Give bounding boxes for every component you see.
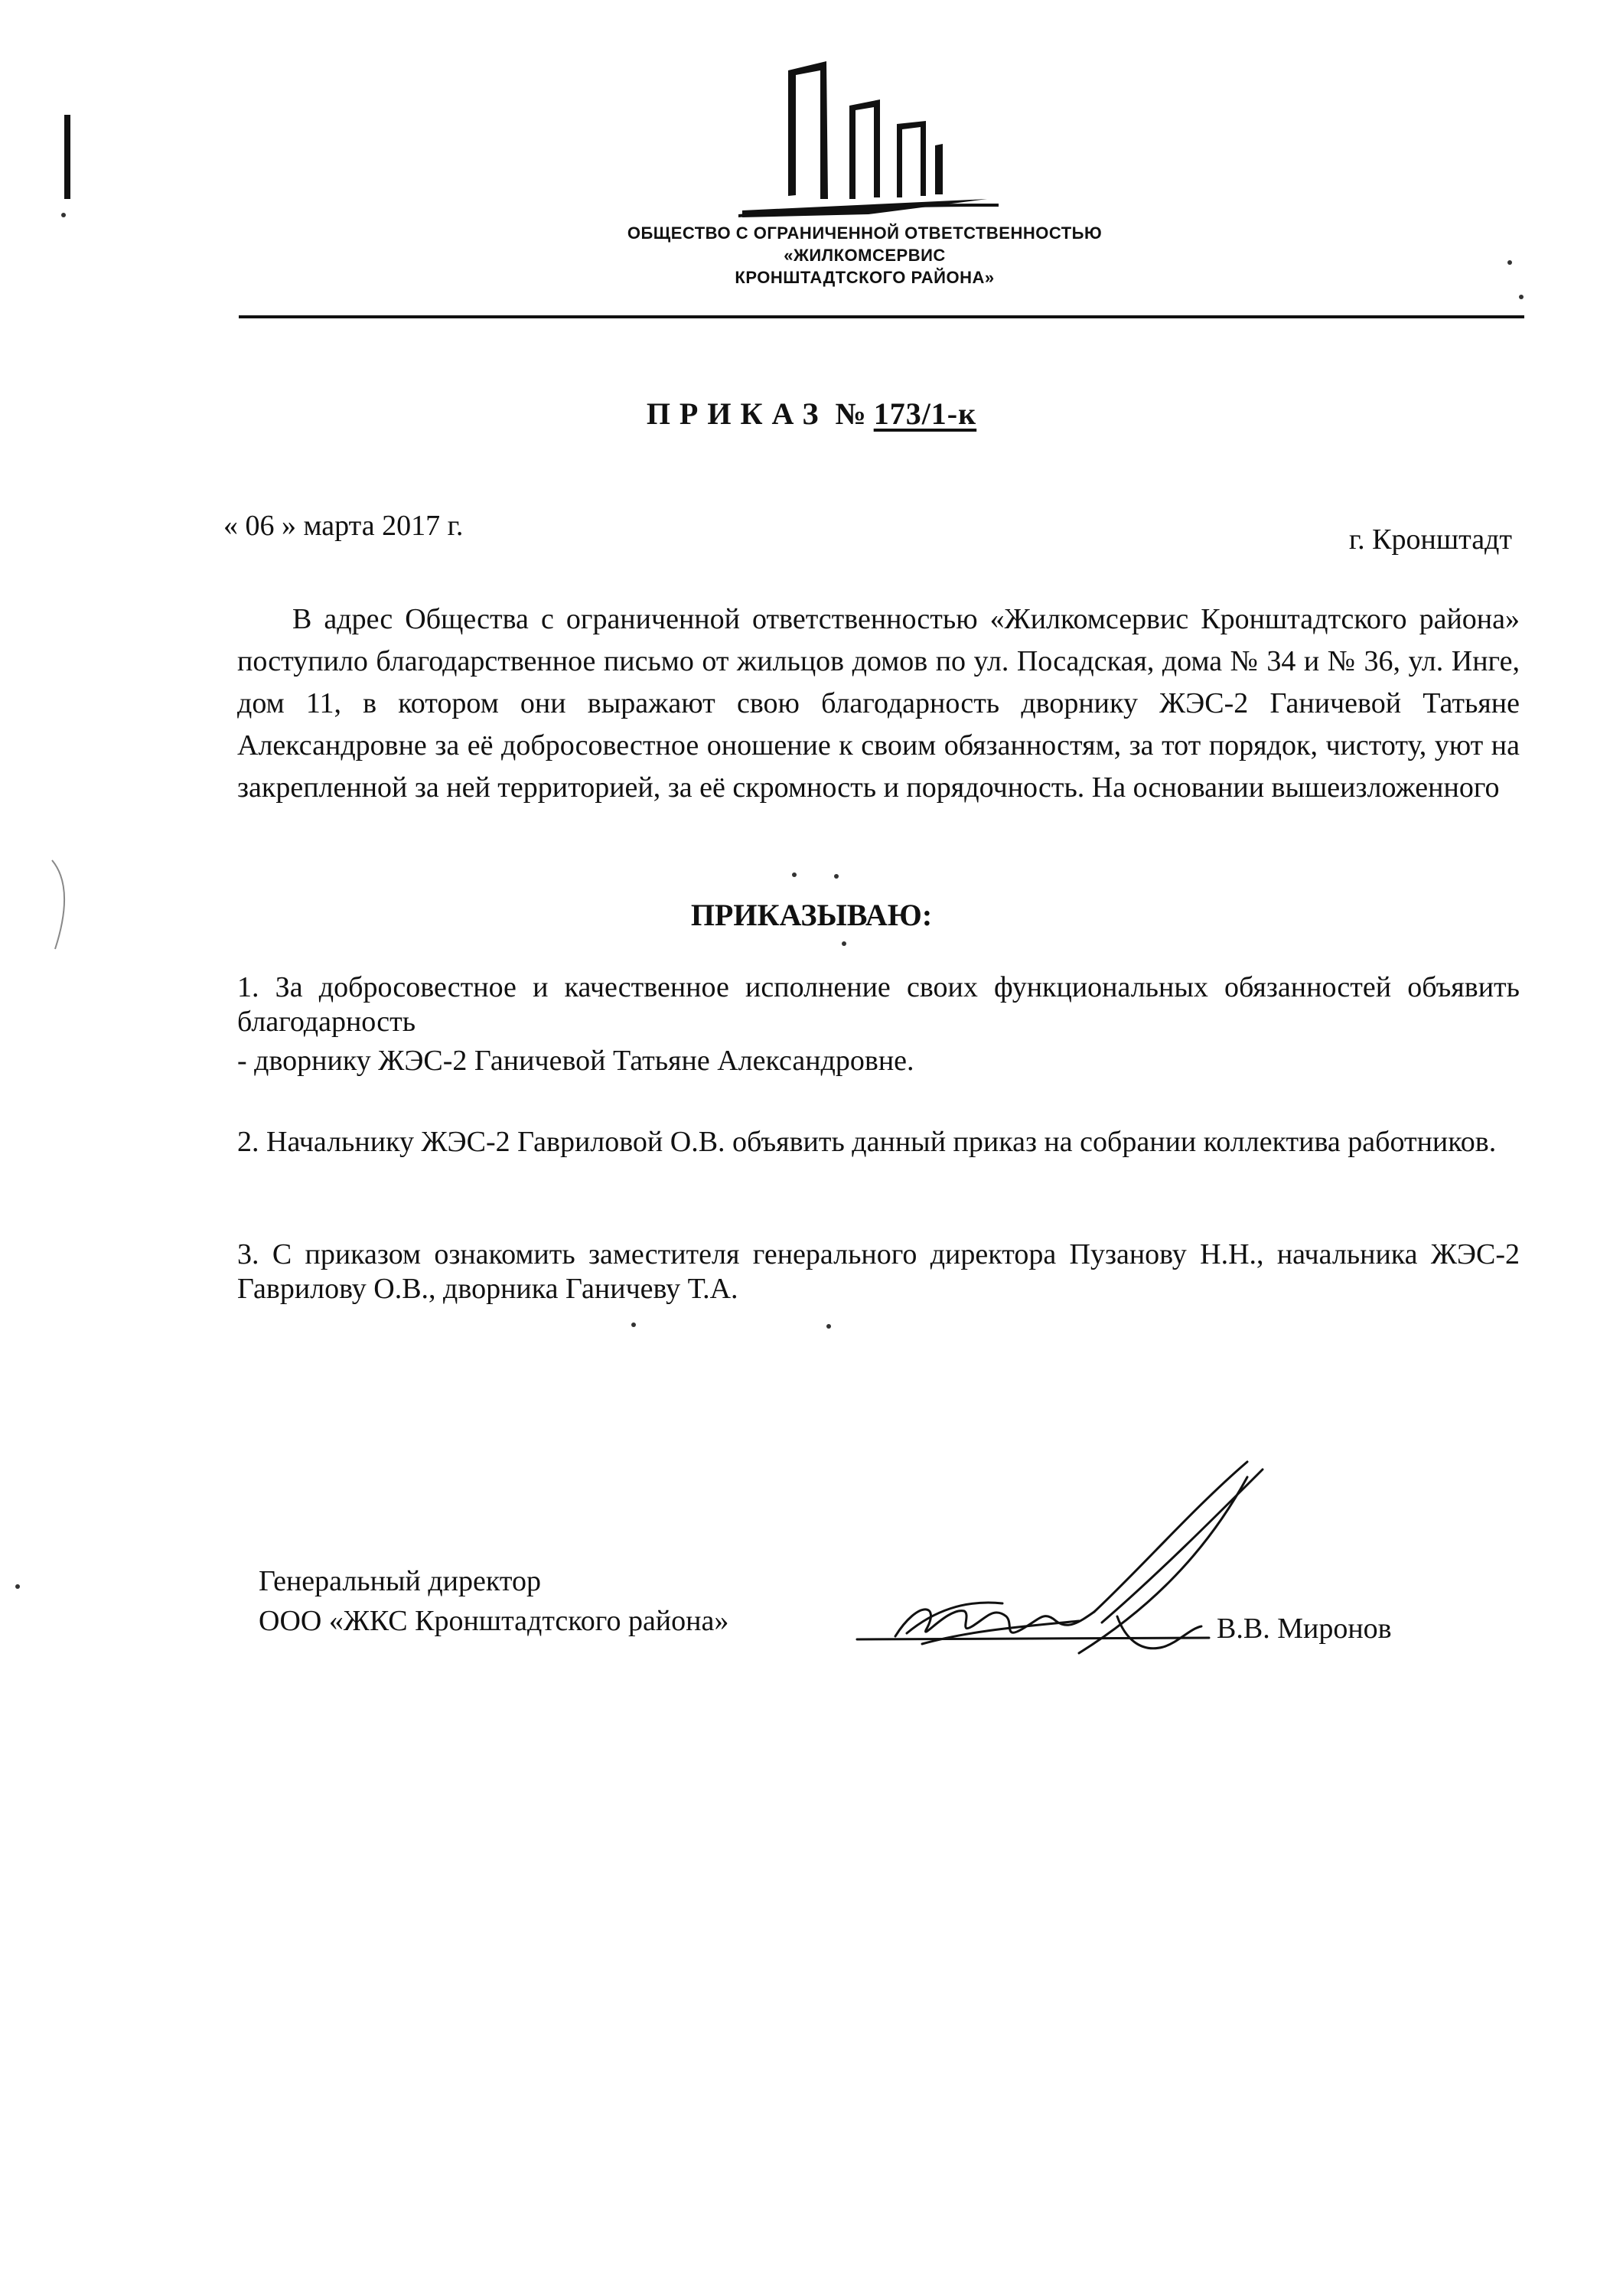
order-title-word: ПРИКАЗ — [646, 396, 828, 431]
letterhead-divider — [239, 315, 1524, 318]
directive-item-3: 3. С приказом ознакомить заместителя генерального директора Пузанову Н.Н., начальника ЖЭС-2 Гаврилову О.В., дворника Ганичеву Т.А. — [237, 1238, 1520, 1305]
directive-item-1-recipient: - дворнику ЖЭС-2 Ганичевой Татьяне Александровне. — [237, 1045, 914, 1077]
scan-dot — [1519, 295, 1524, 299]
handwritten-signature-icon — [849, 1446, 1309, 1691]
signatory-position-line: Генеральный директор — [259, 1565, 541, 1597]
body-paragraph: В адрес Общества с ограниченной ответственностью «Жилкомсервис Кронштадтского района» поступило благодарственное письмо от жильцов домов по ул. Посадская, дома № 34 и № 36, ул. Инге, дом 11, в котором они выражают свою благодарность дворнику ЖЭС-2 Ганичевой Татьяне Александровне за её добросовестное оношение к своим обязанностям, за тот порядок, чистоту, уют на закрепленной за ней территорией, за её скромность и порядочность. На основании вышеизложенного — [237, 603, 1520, 804]
signatory-position — [259, 1561, 728, 1641]
scan-dot — [1507, 260, 1512, 265]
directive-item-2: 2. Начальнику ЖЭС-2 Гавриловой О.В. объявить данный приказ на собрании коллектива работников. — [237, 1126, 1497, 1158]
signatory-name: В.В. Миронов — [1217, 1613, 1392, 1645]
signatory-position-line: ООО «ЖКС Кронштадтского района» — [259, 1605, 729, 1637]
scan-dot — [826, 1324, 831, 1329]
scan-dot — [792, 872, 797, 877]
city-buildings-logo-icon — [735, 54, 1010, 222]
number-sign: № — [835, 396, 866, 431]
org-name-line: «ЖИЛКОМСЕРВИС — [784, 246, 946, 265]
order-title — [0, 396, 1623, 432]
scan-dot — [842, 941, 846, 946]
order-date: « 06 » марта 2017 г. — [223, 510, 464, 542]
organization-name — [536, 222, 1194, 289]
scan-dot — [61, 213, 66, 217]
directive-item-1: 1. За добросовестное и качественное исполнение своих функциональных обязанностей объявить благодарность — [237, 971, 1520, 1038]
scan-dot — [631, 1322, 636, 1327]
org-name-line: ОБЩЕСТВО С ОГРАНИЧЕННОЙ ОТВЕТСТВЕННОСТЬЮ — [627, 223, 1103, 243]
order-number: 173/1-к — [873, 396, 977, 431]
scan-dot — [834, 874, 839, 879]
scan-dot — [15, 1584, 20, 1589]
order-city: г. Кронштадт — [1348, 523, 1512, 556]
directive-heading: ПРИКАЗЫВАЮ: — [690, 898, 933, 932]
org-name-line: КРОНШТАДТСКОГО РАЙОНА» — [735, 268, 995, 287]
scan-edge-mark — [64, 115, 70, 199]
